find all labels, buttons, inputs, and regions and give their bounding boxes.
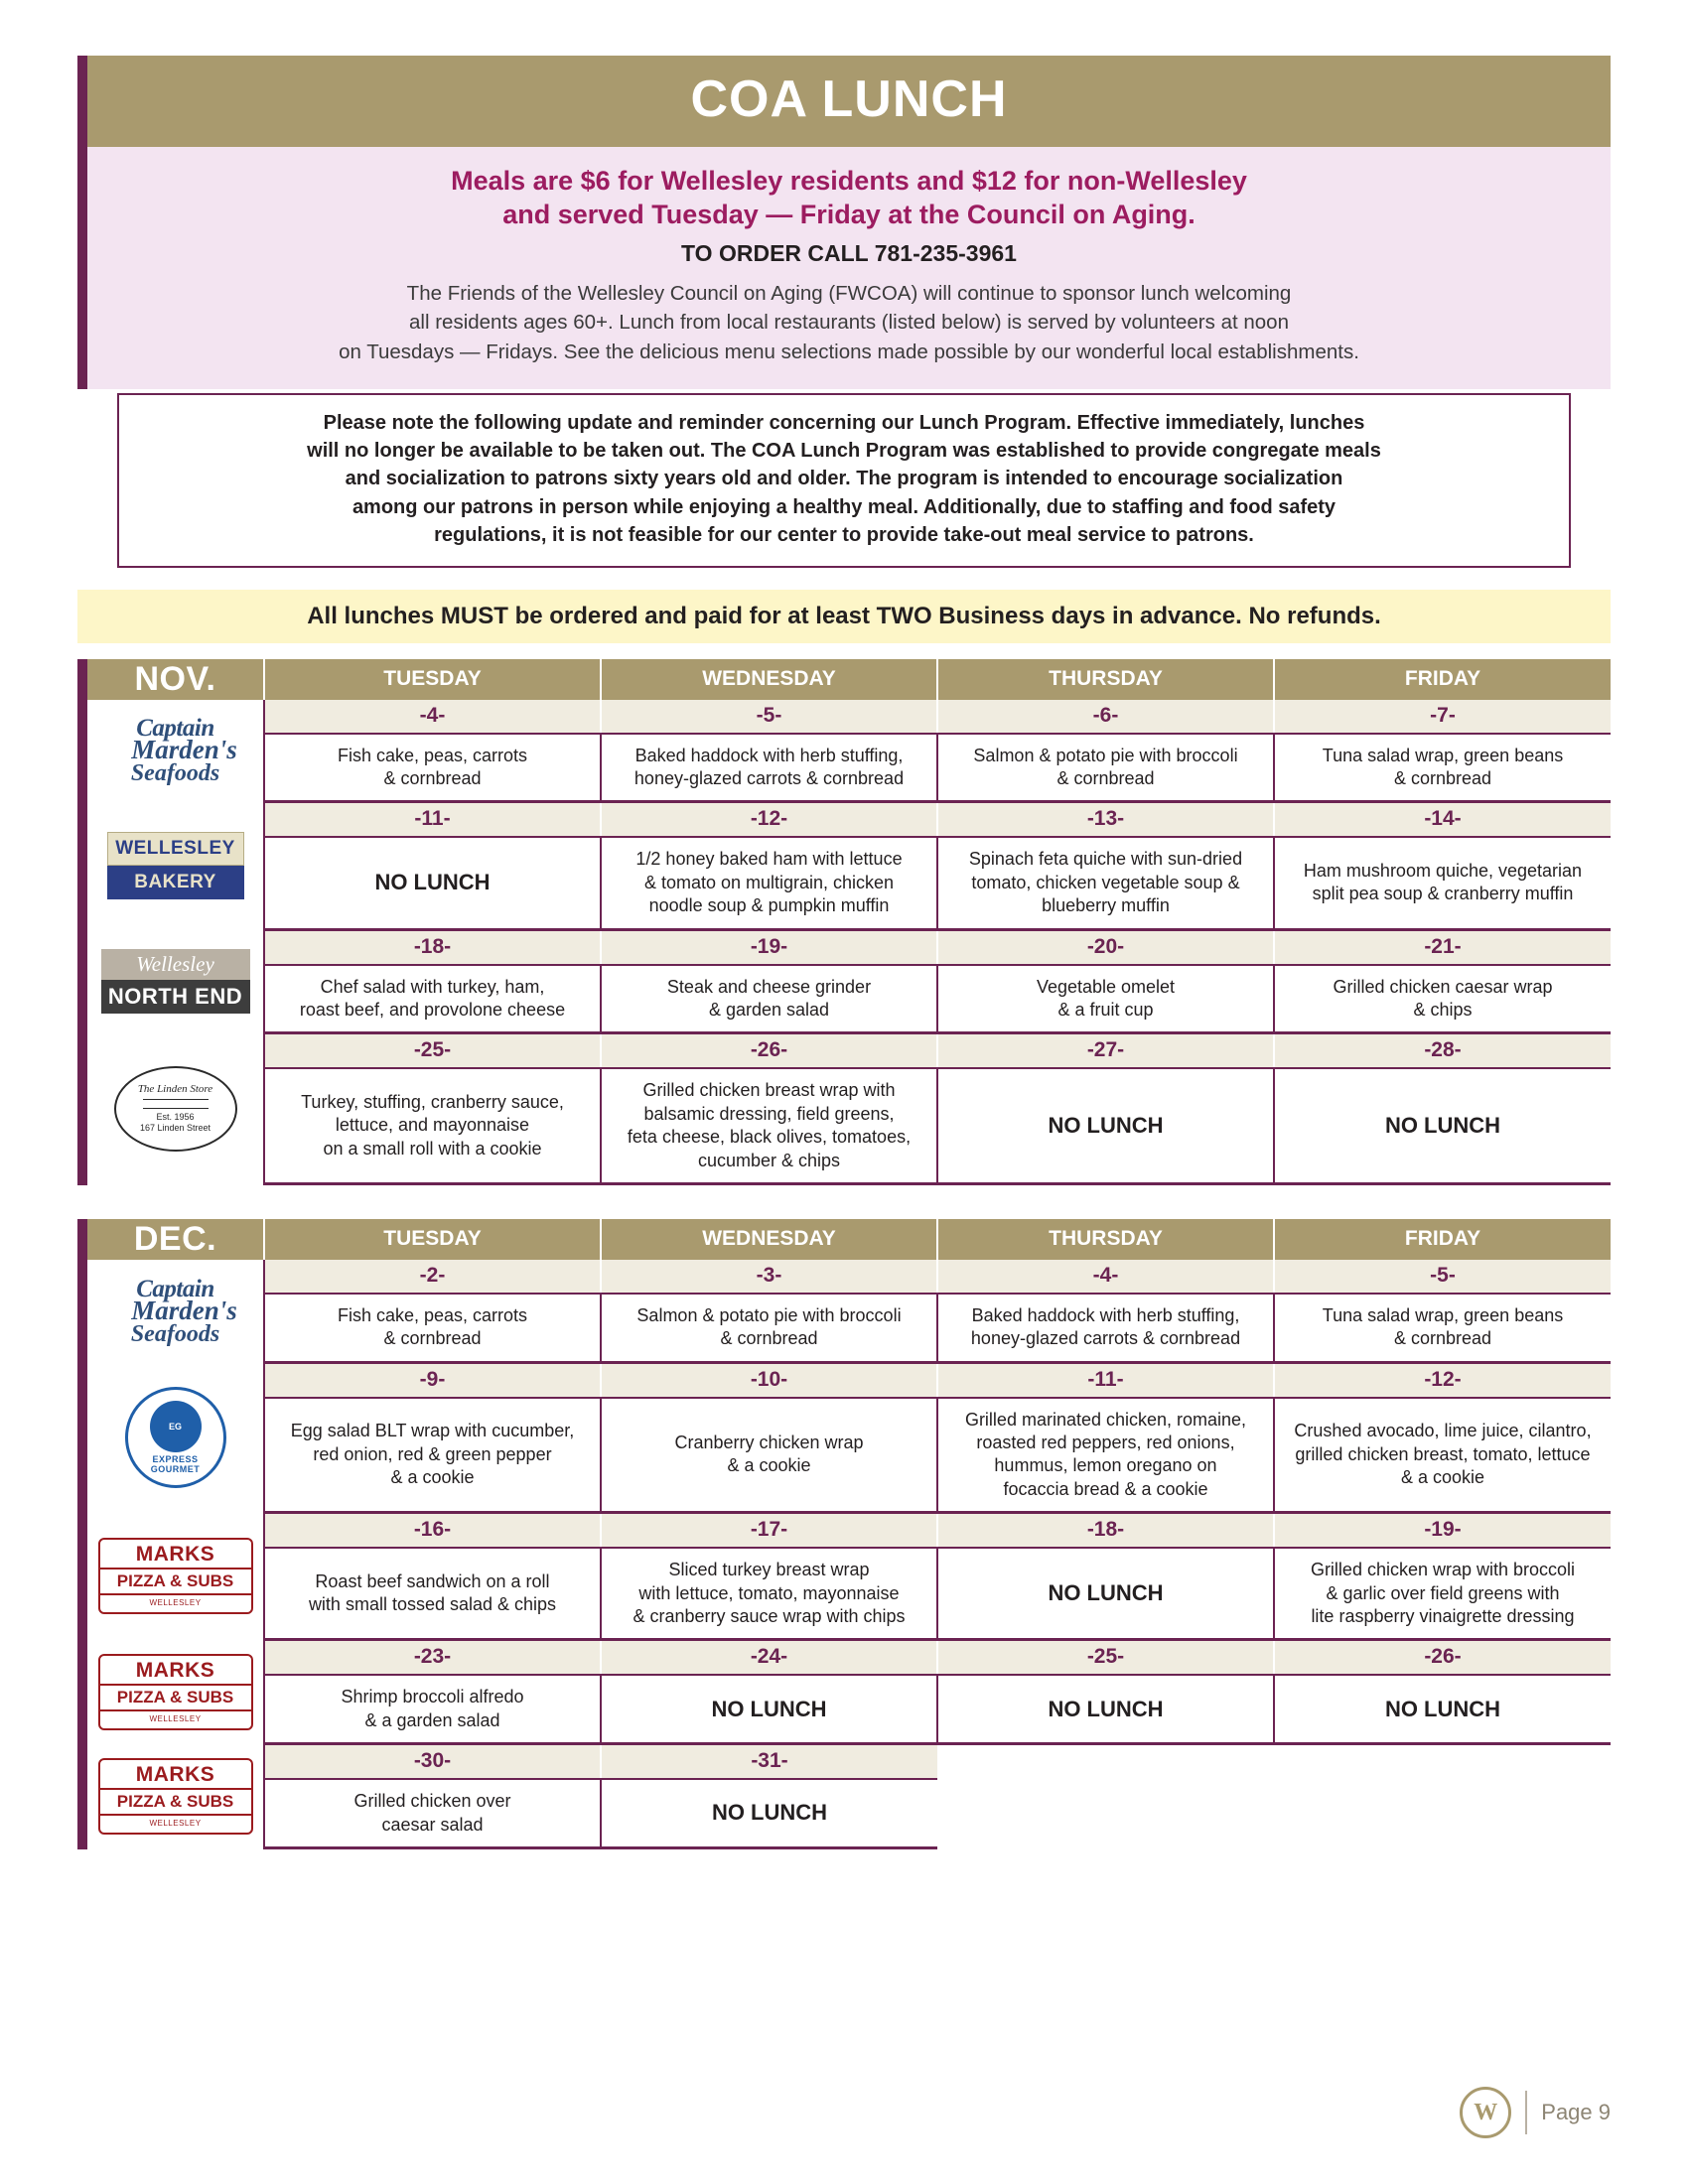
date-dec-5: -5- <box>1274 1260 1611 1294</box>
vendor-logo-captain-mardens: Captain Marden's Seafoods <box>87 1260 264 1362</box>
notice-line-5: regulations, it is not feasible for our center to provide take-out meal service to patrons. <box>434 524 1254 547</box>
vendor-logo-captain-mardens: Captain Marden's Seafoods <box>87 700 264 802</box>
meal-empty-2 <box>1274 1779 1611 1847</box>
meal-nov-5: Baked haddock with herb stuffing, honey-glazed carrots & cornbread <box>601 734 937 802</box>
intro-lead-line1: Meals are $6 for Wellesley residents and $12 for non-Wellesley <box>451 166 1247 196</box>
meal-dec-4: Baked haddock with herb stuffing, honey-glazed carrots & cornbread <box>937 1294 1274 1362</box>
meal-row <box>87 1398 1611 1513</box>
vendor-logo-wellesley-north-end: Wellesley NORTH END <box>87 929 264 1033</box>
meal-nov-27: NO LUNCH <box>937 1068 1274 1183</box>
date-nov-26: -26- <box>601 1033 937 1069</box>
date-nov-7: -7- <box>1274 700 1611 734</box>
date-dec-10: -10- <box>601 1362 937 1398</box>
date-dec-4: -4- <box>937 1260 1274 1294</box>
vendor-logo-wellesley-bakery: WELLESLEY BAKERY <box>87 802 264 929</box>
date-empty-1 <box>937 1744 1274 1780</box>
page-footer <box>1460 2087 1611 2138</box>
meal-row <box>87 734 1611 802</box>
notice-line-1: Please note the following update and reminder concerning our Lunch Program. Effective immediately, lunches <box>323 411 1365 434</box>
meal-row <box>87 965 1611 1033</box>
date-row <box>87 1362 1611 1398</box>
meal-row <box>87 837 1611 929</box>
meal-nov-19: Steak and cheese grinder & garden salad <box>601 965 937 1033</box>
date-nov-28: -28- <box>1274 1033 1611 1069</box>
vendor-logo-express-gourmet: EG EXPRESS GOURMET <box>87 1362 264 1513</box>
november-calendar <box>77 659 1611 1185</box>
meal-nov-6: Salmon & potato pie with broccoli & cornbread <box>937 734 1274 802</box>
meal-nov-12: 1/2 honey baked ham with lettuce & tomato on multigrain, chicken noodle soup & pumpkin muffin <box>601 837 937 929</box>
date-nov-13: -13- <box>937 802 1274 838</box>
date-dec-9: -9- <box>264 1362 601 1398</box>
takeout-notice <box>117 393 1571 568</box>
month-label-november: NOV. <box>87 659 264 700</box>
meal-nov-4: Fish cake, peas, carrots & cornbread <box>264 734 601 802</box>
date-row <box>87 802 1611 838</box>
footer-divider <box>1525 2091 1527 2134</box>
meal-nov-11: NO LUNCH <box>264 837 601 929</box>
notice-line-4: among our patrons in person while enjoying a healthy meal. Additionally, due to staffing and food safety <box>352 495 1336 518</box>
date-nov-4: -4- <box>264 700 601 734</box>
date-dec-17: -17- <box>601 1513 937 1549</box>
notice-line-3: and socialization to patrons sixty years old and older. The program is intended to encourage socialization <box>345 468 1343 490</box>
date-row <box>87 700 1611 734</box>
date-nov-5: -5- <box>601 700 937 734</box>
meal-dec-12: Crushed avocado, lime juice, cilantro, grilled chicken breast, tomato, lettuce & a cookie <box>1274 1398 1611 1513</box>
meal-nov-28: NO LUNCH <box>1274 1068 1611 1183</box>
date-dec-2: -2- <box>264 1260 601 1294</box>
date-nov-6: -6- <box>937 700 1274 734</box>
date-nov-11: -11- <box>264 802 601 838</box>
vendor-logo-marks-pizza-and-subs: MARKS PIZZA & SUBS WELLESLEY <box>87 1744 264 1848</box>
meal-dec-5: Tuna salad wrap, green beans & cornbread <box>1274 1294 1611 1362</box>
meal-empty-1 <box>937 1779 1274 1847</box>
meal-dec-10: Cranberry chicken wrap & a cookie <box>601 1398 937 1513</box>
date-dec-18: -18- <box>937 1513 1274 1549</box>
meal-dec-26: NO LUNCH <box>1274 1675 1611 1743</box>
intro-lead-line2: and served Tuesday — Friday at the Council on Aging. <box>502 199 1196 229</box>
december-header-row <box>87 1219 1611 1260</box>
meal-nov-18: Chef salad with turkey, ham, roast beef, and provolone cheese <box>264 965 601 1033</box>
meal-row <box>87 1068 1611 1183</box>
meal-nov-25: Turkey, stuffing, cranberry sauce, lettuce, and mayonnaise on a small roll with a cookie <box>264 1068 601 1183</box>
meal-dec-24: NO LUNCH <box>601 1675 937 1743</box>
header-band <box>77 56 1611 147</box>
advance-order-banner: All lunches MUST be ordered and paid for at least TWO Business days in advance. No refunds. <box>77 590 1611 643</box>
meal-dec-11: Grilled marinated chicken, romaine, roasted red peppers, red onions, hummus, lemon oregano on focaccia bread & a cookie <box>937 1398 1274 1513</box>
date-row <box>87 1513 1611 1549</box>
day-header-friday: FRIDAY <box>1274 659 1611 700</box>
meal-nov-21: Grilled chicken caesar wrap & chips <box>1274 965 1611 1033</box>
intro-paragraph-line2: all residents ages 60+. Lunch from local restaurants (listed below) is served by volunteers at noon <box>409 311 1289 335</box>
meal-nov-14: Ham mushroom quiche, vegetarian split pea soup & cranberry muffin <box>1274 837 1611 929</box>
date-row <box>87 929 1611 965</box>
vendor-logo-the-linden-store: The Linden Store Est. 1956 167 Linden Street <box>87 1033 264 1184</box>
meal-row <box>87 1779 1611 1847</box>
meal-dec-23: Shrimp broccoli alfredo & a garden salad <box>264 1675 601 1743</box>
meal-nov-20: Vegetable omelet & a fruit cup <box>937 965 1274 1033</box>
meal-row <box>87 1675 1611 1743</box>
date-row <box>87 1033 1611 1069</box>
date-dec-12: -12- <box>1274 1362 1611 1398</box>
date-nov-25: -25- <box>264 1033 601 1069</box>
date-dec-26: -26- <box>1274 1640 1611 1676</box>
date-nov-19: -19- <box>601 929 937 965</box>
day-header-thursday-dec: THURSDAY <box>937 1219 1274 1260</box>
date-nov-27: -27- <box>937 1033 1274 1069</box>
month-label-december: DEC. <box>87 1219 264 1260</box>
date-dec-25: -25- <box>937 1640 1274 1676</box>
date-dec-3: -3- <box>601 1260 937 1294</box>
november-header-row <box>87 659 1611 700</box>
wellesley-watermark-icon: W <box>1460 2087 1511 2138</box>
meal-dec-3: Salmon & potato pie with broccoli & cornbread <box>601 1294 937 1362</box>
date-row <box>87 1640 1611 1676</box>
date-dec-19: -19- <box>1274 1513 1611 1549</box>
meal-dec-19: Grilled chicken wrap with broccoli & garlic over field greens with lite raspberry vinaigrette dressing <box>1274 1548 1611 1640</box>
day-header-thursday: THURSDAY <box>937 659 1274 700</box>
date-row <box>87 1260 1611 1294</box>
meal-dec-30: Grilled chicken over caesar salad <box>264 1779 601 1847</box>
date-nov-14: -14- <box>1274 802 1611 838</box>
date-nov-21: -21- <box>1274 929 1611 965</box>
date-row <box>87 1744 1611 1780</box>
day-header-tuesday-dec: TUESDAY <box>264 1219 601 1260</box>
meal-dec-25: NO LUNCH <box>937 1675 1274 1743</box>
meal-nov-7: Tuna salad wrap, green beans & cornbread <box>1274 734 1611 802</box>
day-header-wednesday-dec: WEDNESDAY <box>601 1219 937 1260</box>
meal-row <box>87 1548 1611 1640</box>
date-nov-20: -20- <box>937 929 1274 965</box>
date-dec-30: -30- <box>264 1744 601 1780</box>
meal-dec-18: NO LUNCH <box>937 1548 1274 1640</box>
intro-paragraph-line3: on Tuesdays — Fridays. See the delicious menu selections made possible by our wonderful local establishments. <box>339 340 1359 363</box>
vendor-logo-marks-pizza-and-subs: MARKS PIZZA & SUBS WELLESLEY <box>87 1640 264 1744</box>
meal-nov-13: Spinach feta quiche with sun-dried tomato, chicken vegetable soup & blueberry muffin <box>937 837 1274 929</box>
date-nov-12: -12- <box>601 802 937 838</box>
intro-panel <box>77 147 1611 389</box>
meal-row <box>87 1294 1611 1362</box>
date-empty-2 <box>1274 1744 1611 1780</box>
meal-nov-26: Grilled chicken breast wrap with balsamic dressing, field greens, feta cheese, black olives, tomatoes, cucumber & chips <box>601 1068 937 1183</box>
intro-paragraph-line1: The Friends of the Wellesley Council on Aging (FWCOA) will continue to sponsor lunch welcoming <box>406 281 1292 305</box>
day-header-tuesday: TUESDAY <box>264 659 601 700</box>
date-dec-11: -11- <box>937 1362 1274 1398</box>
date-dec-24: -24- <box>601 1640 937 1676</box>
order-phone-line: TO ORDER CALL 781-235-3961 <box>681 239 1017 266</box>
page-number: Page 9 <box>1541 2100 1611 2124</box>
notice-line-2: will no longer be available to be taken out. The COA Lunch Program was established to provide congregate meals <box>307 440 1381 463</box>
date-dec-31: -31- <box>601 1744 937 1780</box>
meal-dec-17: Sliced turkey breast wrap with lettuce, tomato, mayonnaise & cranberry sauce wrap with chips <box>601 1548 937 1640</box>
date-nov-18: -18- <box>264 929 601 965</box>
day-header-wednesday: WEDNESDAY <box>601 659 937 700</box>
day-header-friday-dec: FRIDAY <box>1274 1219 1611 1260</box>
december-calendar <box>77 1219 1611 1849</box>
date-dec-16: -16- <box>264 1513 601 1549</box>
date-dec-23: -23- <box>264 1640 601 1676</box>
meal-dec-2: Fish cake, peas, carrots & cornbread <box>264 1294 601 1362</box>
meal-dec-9: Egg salad BLT wrap with cucumber, red onion, red & green pepper & a cookie <box>264 1398 601 1513</box>
meal-dec-31: NO LUNCH <box>601 1779 937 1847</box>
page-title: COA LUNCH <box>690 70 1008 128</box>
vendor-logo-marks-pizza-and-subs: MARKS PIZZA & SUBS WELLESLEY <box>87 1513 264 1640</box>
meal-dec-16: Roast beef sandwich on a roll with small tossed salad & chips <box>264 1548 601 1640</box>
